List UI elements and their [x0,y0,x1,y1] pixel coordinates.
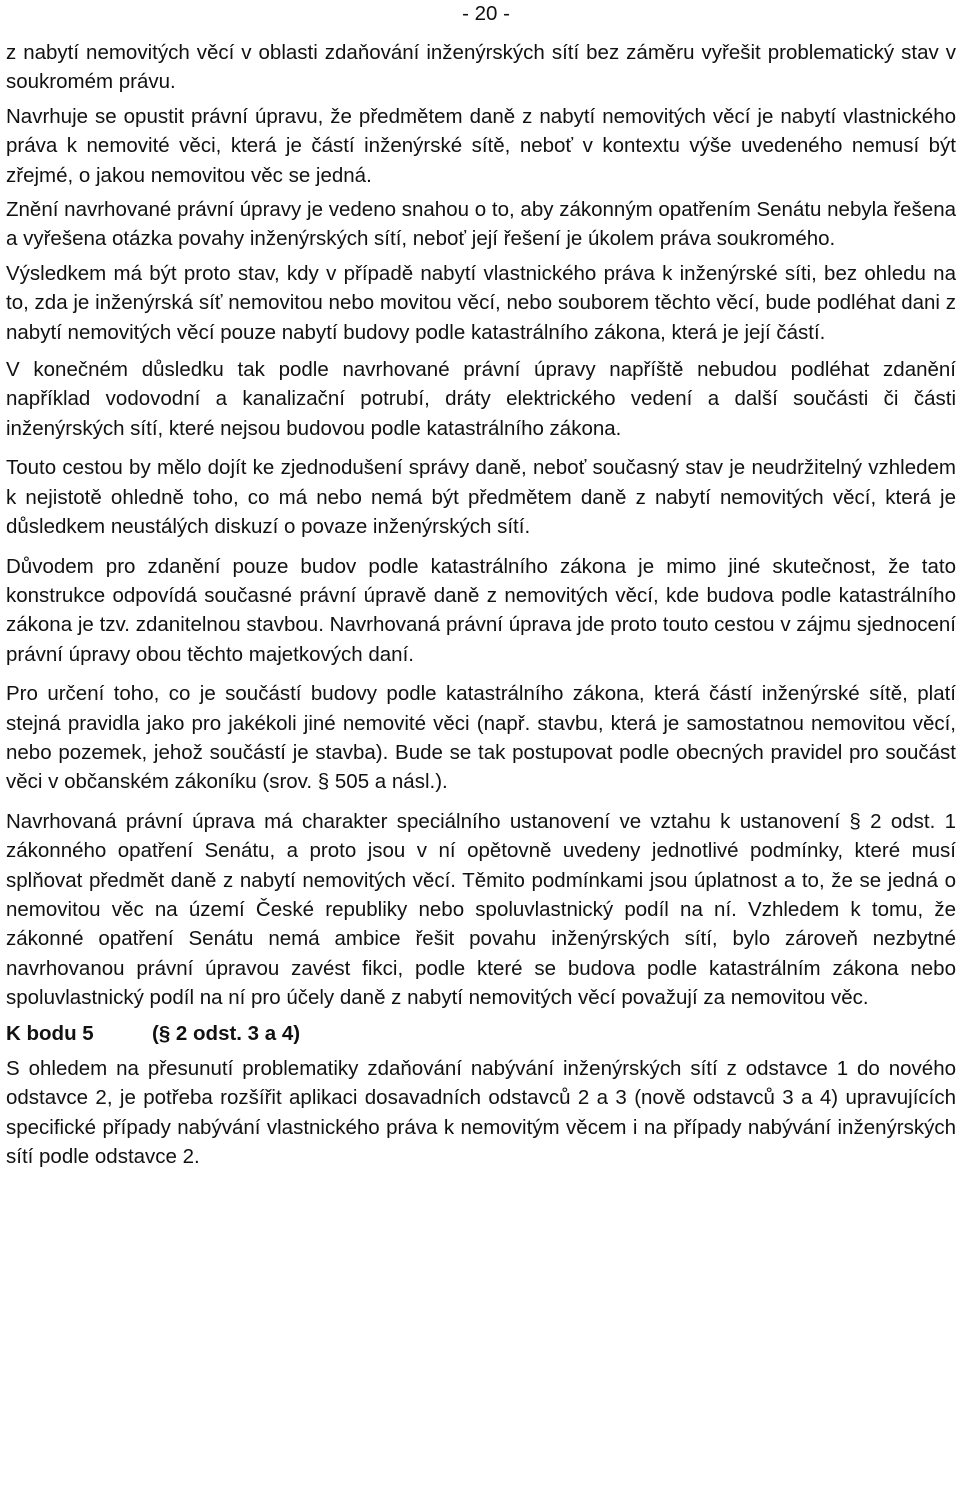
paragraph-5: V konečném důsledku tak podle navrhované právní úpravy napříště nebudou podléhat zdanění například vodovodní a kanalizační potrubí, dráty elektrického vedení a další součásti či části inženýrských sítí, které nejsou budovou podle katastrálního zákona. [6,358,956,440]
section-heading-label: K bodu 5 [6,1021,94,1045]
paragraph-3: Znění navrhované právní úpravy je vedeno snahou o to, aby zákonným opatřením Senátu nebyla řešena a vyřešena otázka povahy inženýrských sítí, neboť její řešení je úkolem práva soukromého. [6,198,956,251]
paragraph-9: Navrhovaná právní úprava má charakter speciálního ustanovení ve vztahu k ustanovení § 2 odst. 1 zákonného opatření Senátu, a proto jsou v ní opětovně uvedeny jednotlivé podmínky, které musí splňovat předmět daně z nabytí nemovitých věcí. Těmito podmínkami jsou úplatnost a to, že se jedná o nemovitou věc na území České republiky nebo spoluvlastnický podíl na ní. Vzhledem k tomu, že zákonné opatření Senátu nemá ambice řešit povahu inženýrských sítí, bylo zároveň nezbytné navrhovanou právní úpravou zavést fikci, podle které se budova podle katastrálním zákona nebo spoluvlastnický podíl na ní pro účely daně z nabytí nemovitých věcí považují za nemovitou věc. [6,809,956,1010]
paragraph-1: z nabytí nemovitých věcí v oblasti zdaňování inženýrských sítí bez záměru vyřešit problematický stav v soukromém právu. [6,41,956,94]
paragraph-2: Navrhuje se opustit právní úpravu, že předmětem daně z nabytí nemovitých věcí je nabytí vlastnického práva k nemovité věci, která je částí inženýrské sítě, neboť v kontextu výše uvedeného nemusí být zřejmé, o jakou nemovitou věc se jedná. [6,104,956,187]
section-heading [6,1019,956,1048]
paragraph-7: Důvodem pro zdanění pouze budov podle katastrálního zákona je mimo jiné skutečnost, že tato konstrukce odpovídá současné právní úpravě daně z nemovitých věcí, kde budova podle katastrálního zákona je tzv. zdanitelnou stavbou. Navrhovaná právní úprava jde proto touto cestou v zájmu sjednocení právní úpravy obou těchto majetkových daní. [6,554,956,666]
paragraph-4: Výsledkem má být proto stav, kdy v případě nabytí vlastnického práva k inženýrské síti, bez ohledu na to, zda je inženýrská síť nemovitou nebo movitou věcí, nebo souborem těchto věcí, bude podléhat dani z nabytí nemovitých věcí pouze nabytí budovy podle katastrálního zákona, která je její částí. [6,261,956,344]
document-page [6,0,956,1172]
paragraph-8: Pro určení toho, co je součástí budovy podle katastrálního zákona, která částí inženýrské sítě, platí stejná pravidla jako pro jakékoli jiné nemovité věci (např. stavbu, která je samostatnou nemovitou věcí, nebo pozemek, jehož součástí je stavba). Bude se tak postupovat podle obecných pravidel pro součást věci v občanském zákoníku (srov. § 505 a násl.). [6,682,956,794]
section-heading-reference: (§ 2 odst. 3 a 4) [152,1021,301,1045]
paragraph-10: S ohledem na přesunutí problematiky zdaňování nabývání inženýrských sítí z odstavce 1 do nového odstavce 2, je potřeba rozšířit aplikaci dosavadních odstavců 2 a 3 (nově odstavců 3 a 4) upravujících specifické případy nabývání vlastnického práva k nemovitým věcem i na případy nabývání inženýrských sítí podle odstavce 2. [6,1057,956,1169]
paragraph-6: Touto cestou by mělo dojít ke zjednodušení správy daně, neboť současný stav je neudržitelný vzhledem k nejistotě ohledně toho, co má nebo nemá být předmětem daně z nabytí nemovitých věcí, která je důsledkem neustálých diskuzí o povaze inženýrských sítí. [6,456,956,539]
page-number: - 20 - [462,2,510,25]
